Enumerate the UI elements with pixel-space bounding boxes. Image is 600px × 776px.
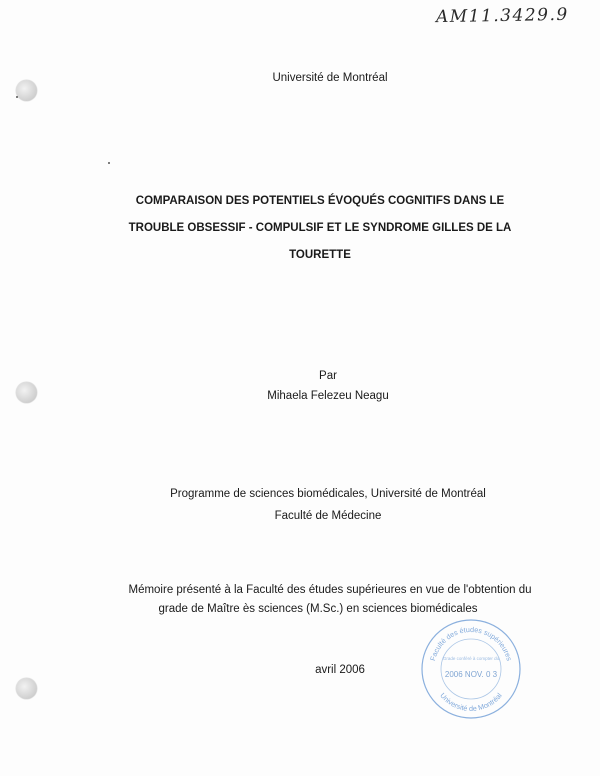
by-label: Par: [319, 370, 337, 382]
stamp-outer-ring: [422, 620, 520, 718]
svg-text:Université de Montréal: [438, 691, 504, 713]
stamp-top-text: Faculté des études supérieures: [428, 624, 514, 662]
title-line: TROUBLE OBSESSIF - COMPULSIF ET LE SYNDROME GILLES DE LA: [128, 222, 512, 234]
title-line: TOURETTE: [289, 249, 351, 261]
stamp-date: 2006 NOV. 0 3: [444, 670, 498, 679]
punch-hole-bottom: [16, 678, 37, 699]
speck: [16, 96, 18, 98]
memoir-statement-line: grade de Maître ès sciences (M.Sc.) en sciences biomédicales: [158, 603, 478, 615]
memoir-statement-line: Mémoire présenté à la Faculté des études supérieures en vue de l'obtention du: [128, 584, 532, 596]
stamp-inner-text: Grade conféré à compter du: [442, 656, 500, 661]
thesis-title: [110, 188, 530, 269]
university-stamp: [420, 618, 522, 720]
stamp-bottom-text: Université de Montréal: [438, 690, 504, 713]
title-line: COMPARAISON DES POTENTIELS ÉVOQUÉS COGNITIFS DANS LE: [135, 195, 505, 207]
university-name: Université de Montréal: [272, 72, 388, 84]
author-name: Mihaela Felezeu Neagu: [267, 390, 389, 402]
stamp-inner-ring: [441, 639, 501, 699]
speck: [108, 162, 110, 164]
handwritten-reference: AM11.3429.9: [435, 4, 569, 28]
program-name: Programme de sciences biomédicales, Université de Montréal: [170, 488, 486, 500]
submission-date: avril 2006: [315, 664, 365, 676]
faculty-name: Faculté de Médecine: [274, 510, 382, 522]
